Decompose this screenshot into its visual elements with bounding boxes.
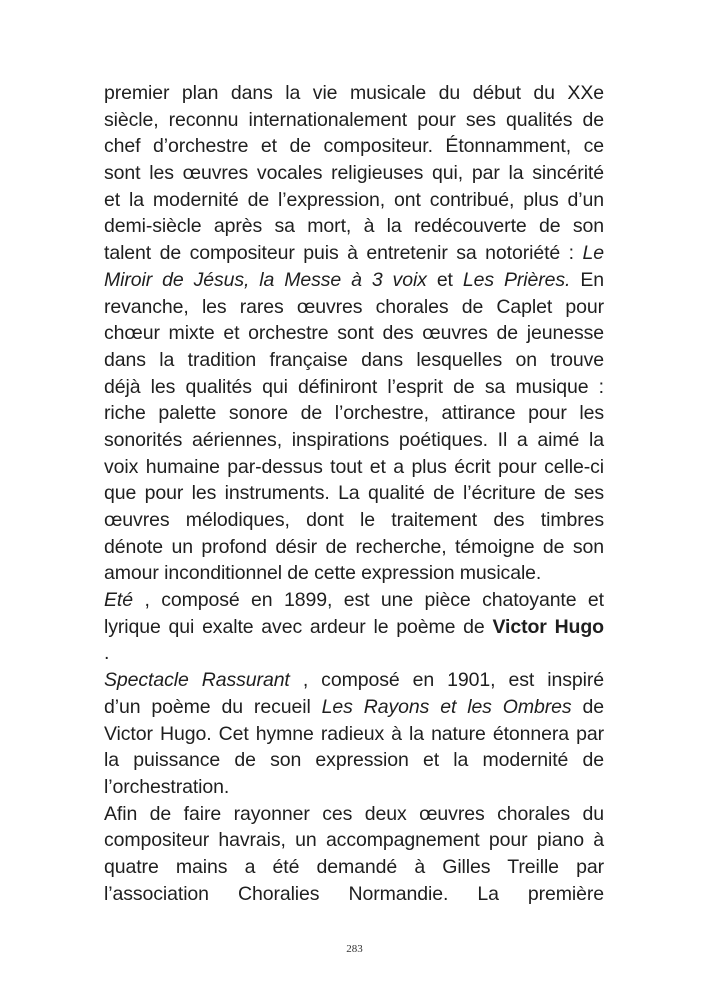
text-line: dans la tradition française dans lesquelles on trouve: [104, 348, 604, 371]
text-line: Victor Hugo. Cet hymne radieux à la nature étonnera par: [104, 722, 604, 745]
text-line: compositeur havrais, un accompagnement pour piano à: [104, 829, 604, 852]
text-line: Eté , composé en 1899, est une pièce chatoyante et: [104, 589, 604, 612]
text-line: dénote un profond désir de recherche, témoigne de son: [104, 535, 604, 558]
text-line: revanche, les rares œuvres chorales de Caplet pour: [104, 295, 604, 318]
text-line: déjà les qualités qui définiront l’esprit de sa musique :: [104, 375, 604, 398]
text-line: Miroir de Jésus, la Messe à 3 voix et Les Prières. En: [104, 268, 604, 291]
text-line: que pour les instruments. La qualité de l’écriture de ses: [104, 482, 604, 505]
text-line: amour inconditionnel de cette expression musicale.: [104, 562, 542, 585]
text-line: Spectacle Rassurant , composé en 1901, est inspiré: [104, 669, 605, 692]
text-line: siècle, reconnu internationalement pour ses qualités de: [104, 108, 604, 131]
text-line: sonorités aériennes, inspirations poétiques. Il a aimé la: [104, 428, 604, 451]
text-line: demi-siècle après sa mort, à la redécouverte de son: [104, 215, 604, 238]
page-number: 283: [346, 943, 363, 955]
body-text: [104, 80, 604, 907]
text-line: œuvres mélodiques, dont le traitement des timbres: [104, 509, 604, 531]
text-line: d’un poème du recueil Les Rayons et les Ombres de: [104, 695, 604, 718]
text-line: voix humaine par-dessus tout et a plus écrit pour celle-ci: [104, 455, 604, 478]
text-line: l’orchestration.: [104, 775, 230, 798]
text-line: Afin de faire rayonner ces deux œuvres chorales du: [104, 802, 604, 825]
text-line: l’association Choralies Normandie. La première: [104, 882, 604, 905]
text-line: talent de compositeur puis à entretenir sa notoriété : Le: [104, 242, 604, 265]
text-line: la puissance de son expression et la modernité de: [104, 749, 604, 772]
text-line: et la modernité de l’expression, ont contribué, plus d’un: [104, 188, 604, 211]
text-line: quatre mains a été demandé à Gilles Treille par: [104, 855, 604, 878]
text-line: lyrique qui exalte avec ardeur le poème de Victor Hugo: [104, 615, 604, 638]
text-line: premier plan dans la vie musicale du début du XXe: [104, 82, 604, 104]
text-line: riche palette sonore de l’orchestre, attirance pour les: [104, 402, 604, 425]
text-line: chœur mixte et orchestre sont des œuvres de jeunesse: [104, 322, 604, 345]
text-line: chef d’orchestre et de compositeur. Étonnamment, ce: [104, 135, 604, 158]
text-line: .: [104, 642, 110, 665]
text-line: sont les œuvres vocales religieuses qui, par la sincérité: [104, 162, 604, 185]
